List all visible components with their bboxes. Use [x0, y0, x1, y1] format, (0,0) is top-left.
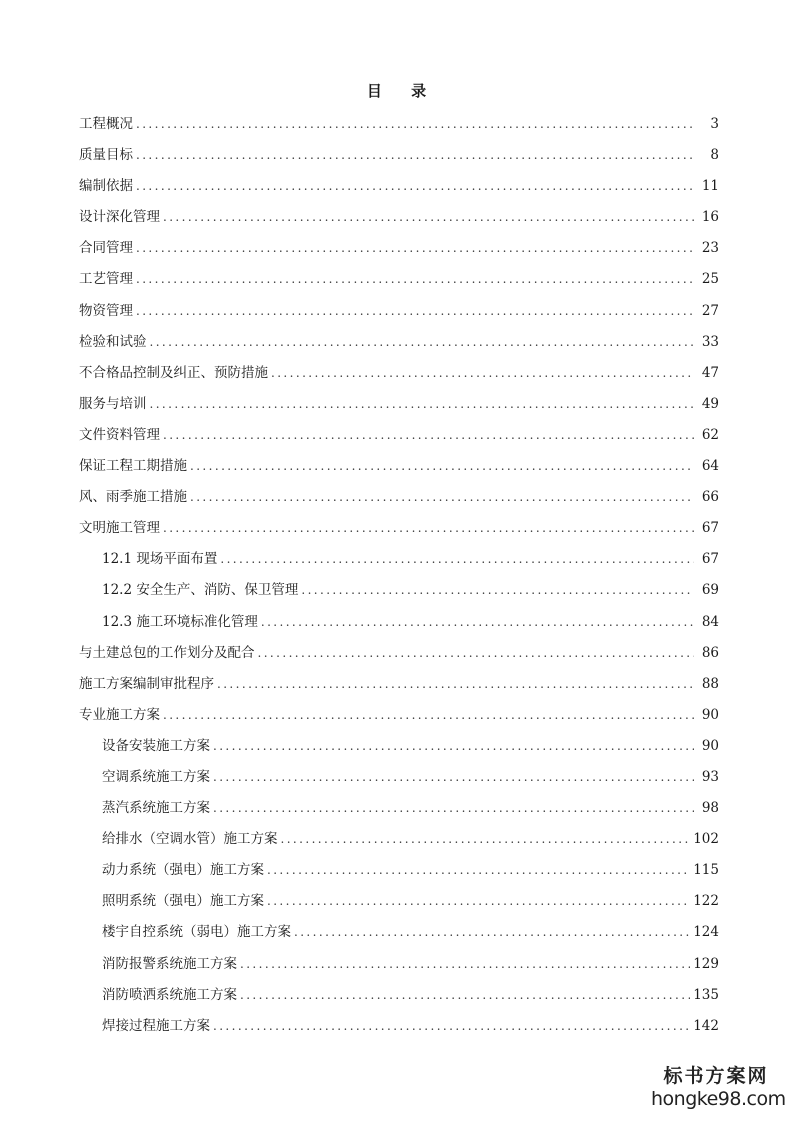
toc-entry-label: 焊接过程施工方案	[102, 1017, 210, 1034]
toc-dot-leader	[163, 420, 694, 451]
toc-entry-label: 楼宇自控系统（弱电）施工方案	[102, 924, 291, 941]
toc-dot-leader	[240, 949, 690, 980]
toc-entry-label: 12.1 现场平面布置	[102, 551, 218, 568]
toc-dot-leader	[261, 607, 694, 638]
toc-entry-page-number: 93	[701, 768, 719, 785]
toc-entry-label: 照明系统（强电）施工方案	[102, 893, 264, 910]
toc-dot-leader	[136, 264, 694, 295]
toc-entry[interactable]	[79, 669, 719, 700]
toc-entry-label: 工艺管理	[79, 271, 133, 288]
toc-entry-page-number: 129	[693, 955, 719, 972]
toc-dot-leader	[163, 202, 694, 233]
toc-entry[interactable]	[79, 202, 719, 233]
toc-entry-page-number: 124	[693, 924, 719, 941]
toc-dot-leader	[301, 575, 694, 606]
toc-entry-label: 施工方案编制审批程序	[79, 675, 214, 692]
toc-entry-page-number: 25	[701, 271, 719, 288]
toc-entry[interactable]	[79, 700, 719, 731]
toc-entry-page-number: 16	[701, 209, 719, 226]
toc-entry[interactable]	[79, 917, 719, 948]
toc-entry-page-number: 90	[701, 706, 719, 723]
toc-entry-page-number: 11	[701, 178, 719, 195]
toc-dot-leader	[220, 544, 694, 575]
toc-dot-leader	[190, 451, 694, 482]
toc-entry-label: 消防报警系统施工方案	[102, 955, 237, 972]
toc-entry-label: 设备安装施工方案	[102, 737, 210, 754]
toc-entry-label: 物资管理	[79, 302, 133, 319]
toc-entry-page-number: 88	[701, 675, 719, 692]
toc-entry-page-number: 3	[710, 116, 719, 132]
toc-dot-leader	[213, 731, 694, 762]
toc-entry-label: 动力系统（强电）施工方案	[102, 862, 264, 879]
toc-entry-label: 与土建总包的工作划分及配合	[79, 644, 255, 661]
toc-dot-leader	[294, 917, 690, 948]
toc-entry[interactable]	[79, 607, 719, 638]
toc-dot-leader	[190, 482, 694, 513]
toc-entry-page-number: 115	[693, 862, 719, 879]
toc-entry-label: 设计深化管理	[79, 209, 160, 226]
site-watermark	[651, 1064, 786, 1114]
toc-dot-leader	[267, 855, 690, 886]
toc-dot-leader	[150, 389, 695, 420]
toc-entry-page-number: 47	[701, 364, 719, 381]
toc-entry-page-number: 23	[701, 240, 719, 257]
toc-title: 目 录	[366, 82, 439, 100]
toc-entry-page-number: 86	[701, 644, 719, 661]
toc-entry[interactable]	[79, 264, 719, 295]
toc-entry-page-number: 84	[701, 613, 719, 630]
toc-entry[interactable]	[79, 855, 719, 886]
toc-entry[interactable]	[79, 824, 719, 855]
toc-dot-leader	[163, 513, 694, 544]
toc-entry-page-number: 98	[701, 800, 719, 817]
toc-entry-page-number: 62	[701, 426, 719, 443]
toc-entry-label: 空调系统施工方案	[102, 768, 210, 785]
toc-entry-label: 消防喷洒系统施工方案	[102, 986, 237, 1003]
toc-entry-page-number: 66	[701, 489, 719, 506]
toc-dot-leader	[150, 327, 695, 358]
toc-entry-label: 服务与培训	[79, 395, 147, 412]
toc-entry-label: 12.2 安全生产、消防、保卫管理	[102, 582, 299, 599]
toc-entry[interactable]	[79, 420, 719, 451]
toc-entry-page-number: 69	[701, 582, 719, 599]
toc-entry[interactable]	[79, 233, 719, 264]
toc-entry[interactable]	[79, 575, 719, 606]
toc-entry[interactable]	[79, 949, 719, 980]
toc-entry-page-number: 27	[701, 302, 719, 319]
toc-entry-label: 工程概况	[79, 116, 133, 132]
toc-dot-leader	[136, 109, 694, 140]
toc-entry-label: 给排水（空调水管）施工方案	[102, 831, 278, 848]
toc-entry-label: 编制依据	[79, 178, 133, 195]
toc-entry[interactable]	[79, 980, 719, 1011]
toc-entry[interactable]	[79, 109, 719, 140]
toc-entry-page-number: 102	[693, 831, 719, 848]
toc-dot-leader	[213, 793, 694, 824]
toc-entry-label: 蒸汽系统施工方案	[102, 800, 210, 817]
toc-entry-label: 质量目标	[79, 147, 133, 164]
toc-entry[interactable]	[79, 327, 719, 358]
toc-dot-leader	[267, 886, 690, 917]
toc-dot-leader	[136, 233, 694, 264]
toc-dot-leader	[213, 762, 694, 793]
toc-entry-page-number: 8	[710, 147, 719, 164]
toc-entry[interactable]	[79, 358, 719, 389]
toc-entry-label: 文件资料管理	[79, 426, 160, 443]
toc-entry-label: 文明施工管理	[79, 520, 160, 537]
watermark-site-url: hongke98.com	[651, 1088, 786, 1110]
toc-entry[interactable]	[79, 1011, 719, 1042]
toc-entry-label: 合同管理	[79, 240, 133, 257]
toc-entry-label: 专业施工方案	[79, 706, 160, 723]
toc-entry[interactable]	[79, 171, 719, 202]
toc-entry-page-number: 90	[701, 737, 719, 754]
toc-entry[interactable]	[79, 762, 719, 793]
toc-entry-page-number: 67	[701, 551, 719, 568]
toc-entry[interactable]	[79, 513, 719, 544]
toc-list	[79, 109, 719, 1042]
toc-dot-leader	[213, 1011, 690, 1042]
toc-dot-leader	[136, 171, 694, 202]
toc-entry-label: 风、雨季施工措施	[79, 489, 187, 506]
toc-dot-leader	[217, 669, 694, 700]
toc-entry-page-number: 142	[693, 1017, 719, 1034]
toc-dot-leader	[163, 700, 694, 731]
toc-dot-leader	[136, 296, 694, 327]
watermark-site-name: 标书方案网	[663, 1065, 769, 1087]
toc-entry-page-number: 67	[701, 520, 719, 537]
toc-entry[interactable]	[79, 793, 719, 824]
toc-dot-leader	[240, 980, 690, 1011]
toc-dot-leader	[136, 140, 694, 171]
toc-entry[interactable]	[79, 638, 719, 669]
toc-entry-label: 不合格品控制及纠正、预防措施	[79, 364, 268, 381]
toc-dot-leader	[258, 638, 695, 669]
toc-entry[interactable]	[79, 886, 719, 917]
toc-dot-leader	[281, 824, 691, 855]
toc-entry[interactable]	[79, 544, 719, 575]
toc-dot-leader	[271, 358, 694, 389]
toc-entry[interactable]	[79, 731, 719, 762]
toc-entry[interactable]	[79, 296, 719, 327]
toc-entry[interactable]	[79, 451, 719, 482]
toc-entry[interactable]	[79, 140, 719, 171]
toc-entry-page-number: 122	[693, 893, 719, 910]
toc-entry[interactable]	[79, 389, 719, 420]
toc-entry-page-number: 49	[701, 395, 719, 412]
toc-entry-label: 检验和试验	[79, 333, 147, 350]
toc-entry-page-number: 33	[701, 333, 719, 350]
toc-entry[interactable]	[79, 482, 719, 513]
toc-entry-label: 保证工程工期措施	[79, 458, 187, 475]
toc-entry-label: 12.3 施工环境标准化管理	[102, 613, 258, 630]
toc-entry-page-number: 64	[701, 458, 719, 475]
toc-entry-page-number: 135	[693, 986, 719, 1003]
